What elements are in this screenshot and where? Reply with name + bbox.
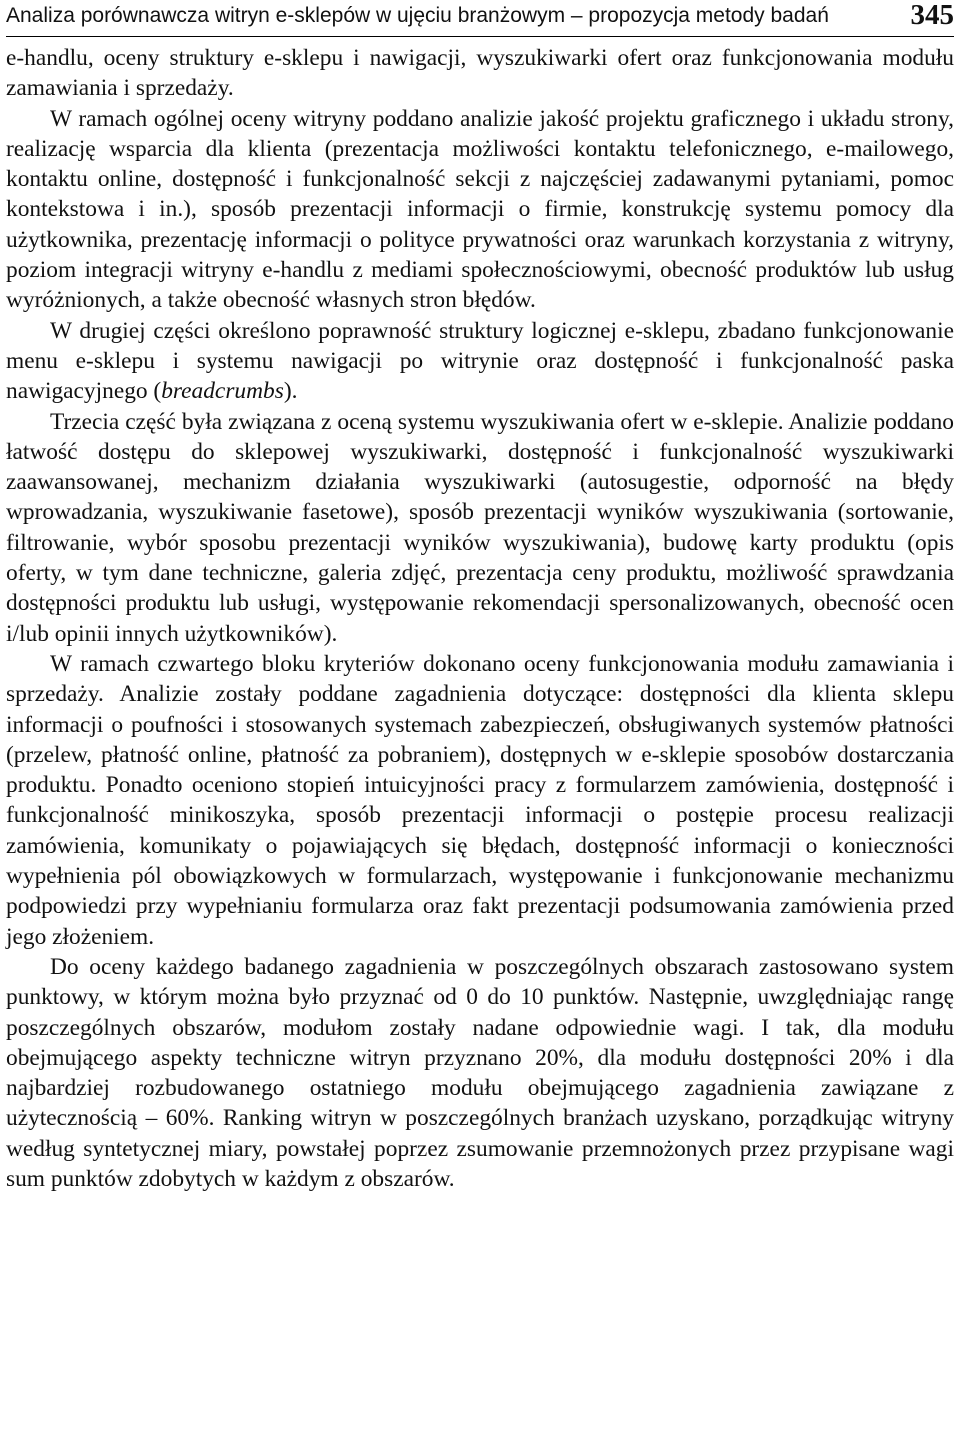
paragraph-structure-italic-term: breadcrumbs: [161, 378, 284, 405]
running-header-title: Analiza porównawcza witryn e-sklepów w ujęciu branżowym – propozycja metody badań: [6, 4, 829, 27]
running-header: [6, 0, 954, 37]
body-text: [6, 43, 954, 1194]
document-page: [6, 0, 954, 1194]
paragraph-ordering-module: W ramach czwartego bloku kryteriów dokonano oceny funkcjonowania modułu zamawiania i sprzedaży. Analizie zostały poddane zagadnienia dotyczące: dostępności dla klienta sklepu informacji o poufności i stosowanych systemach zabezpieczeń, obsługiwanych systemów płatności (przelew, płatność online, płatność za pobraniem), dostępnych w e-sklepie sposobów dostarczania produktu. Ponadto oceniono stopień intuicyjności pracy z formularzem zamówienia, dostępność i funkcjonalność minikoszyka, sposób prezentacji informacji o postępie procesu realizacji zamówienia, komunikaty o pojawiających się błędach, dostępność informacji o konieczności wypełnienia pól obowiązkowych w formularzach, występowanie i funkcjonowanie mechanizmu podpowiedzi przy wypełnianiu formularza oraz fakt prezentacji podsumowania zamówienia przed jego złożeniem.: [6, 650, 954, 950]
paragraph-continuation: e-handlu, oceny struktury e-sklepu i nawigacji, wyszukiwarki ofert oraz funkcjonowania modułu zamawiania i sprzedaży.: [6, 45, 954, 102]
paragraph-scoring-method: Do oceny każdego badanego zagadnienia w poszczególnych obszarach zastosowano system punktowy, w którym można było przyznać od 0 do 10 punktów. Następnie, uwzględniając rangę poszczególnych obszarów, modułom zostały nadane odpowiednie wagi. I tak, dla modułu obejmującego aspekty techniczne witryn przyznano 20%, dla modułu dostępności 20% i dla najbardziej rozbudowanego ostatniego modułu obejmującego zagadnienia zawiązane z użytecznością – 60%. Ranking witryn w poszczególnych branżach uzyskano, porządkując witryny według syntetycznej miary, powstałej poprzez zsumowanie przemnożonych przez przypisane wagi sum punktów zdobytych w każdym z obszarów.: [6, 953, 954, 1192]
page-number: 345: [910, 0, 954, 31]
paragraph-general-assessment: W ramach ogólnej oceny witryny poddano analizie jakość projektu graficznego i układu strony, realizację wsparcia dla klienta (prezentacja możliwości kontaktu telefonicznego, e-mailowego, kontaktu online, dostępność i funkcjonalność sekcji z najczęściej zadawanymi pytaniami, pomoc kontekstowa i in.), sposób prezentacji informacji o firmie, konstrukcję systemu pomocy dla użytkownika, prezentację informacji o polityce prywatności oraz warunkach korzystania z witryny, poziom integracji witryny e-handlu z mediami społecznościowymi, obecność produktów lub usług wyróżnionych, a także obecność własnych stron błędów.: [6, 105, 954, 314]
paragraph-search-system: Trzecia część była związana z oceną systemu wyszukiwania ofert w e-sklepie. Analizie poddano łatwość dostępu do sklepowej wyszukiwarki, dostępność i funkcjonalność wyszukiwarki zaawansowanej, mechanizm działania wyszukiwarki (autosugestie, odporność na błędy wprowadzania, wyszukiwanie fasetowe), sposób prezentacji wyników wyszukiwania (sortowanie, filtrowanie, wybór sposobu prezentacji wyników wyszukiwania), budowę karty produktu (opis oferty, w tym dane techniczne, galeria zdjęć, prezentacja ceny produktu, możliwość sprawdzania dostępności produktu lub usługi, występowanie rekomendacji spersonalizowanych, obecność ocen i/lub opinii innych użytkowników).: [6, 408, 954, 647]
paragraph-structure-text-b: ).: [283, 378, 298, 405]
paragraph-structure-text-a: W drugiej części określono poprawność struktury logicznej e-sklepu, zbadano funkcjonowanie menu e-sklepu i systemu nawigacji po witrynie oraz dostępność i funkcjonalność paska nawigacyjnego (: [6, 317, 954, 405]
paragraph-structure-navigation: [6, 316, 954, 407]
